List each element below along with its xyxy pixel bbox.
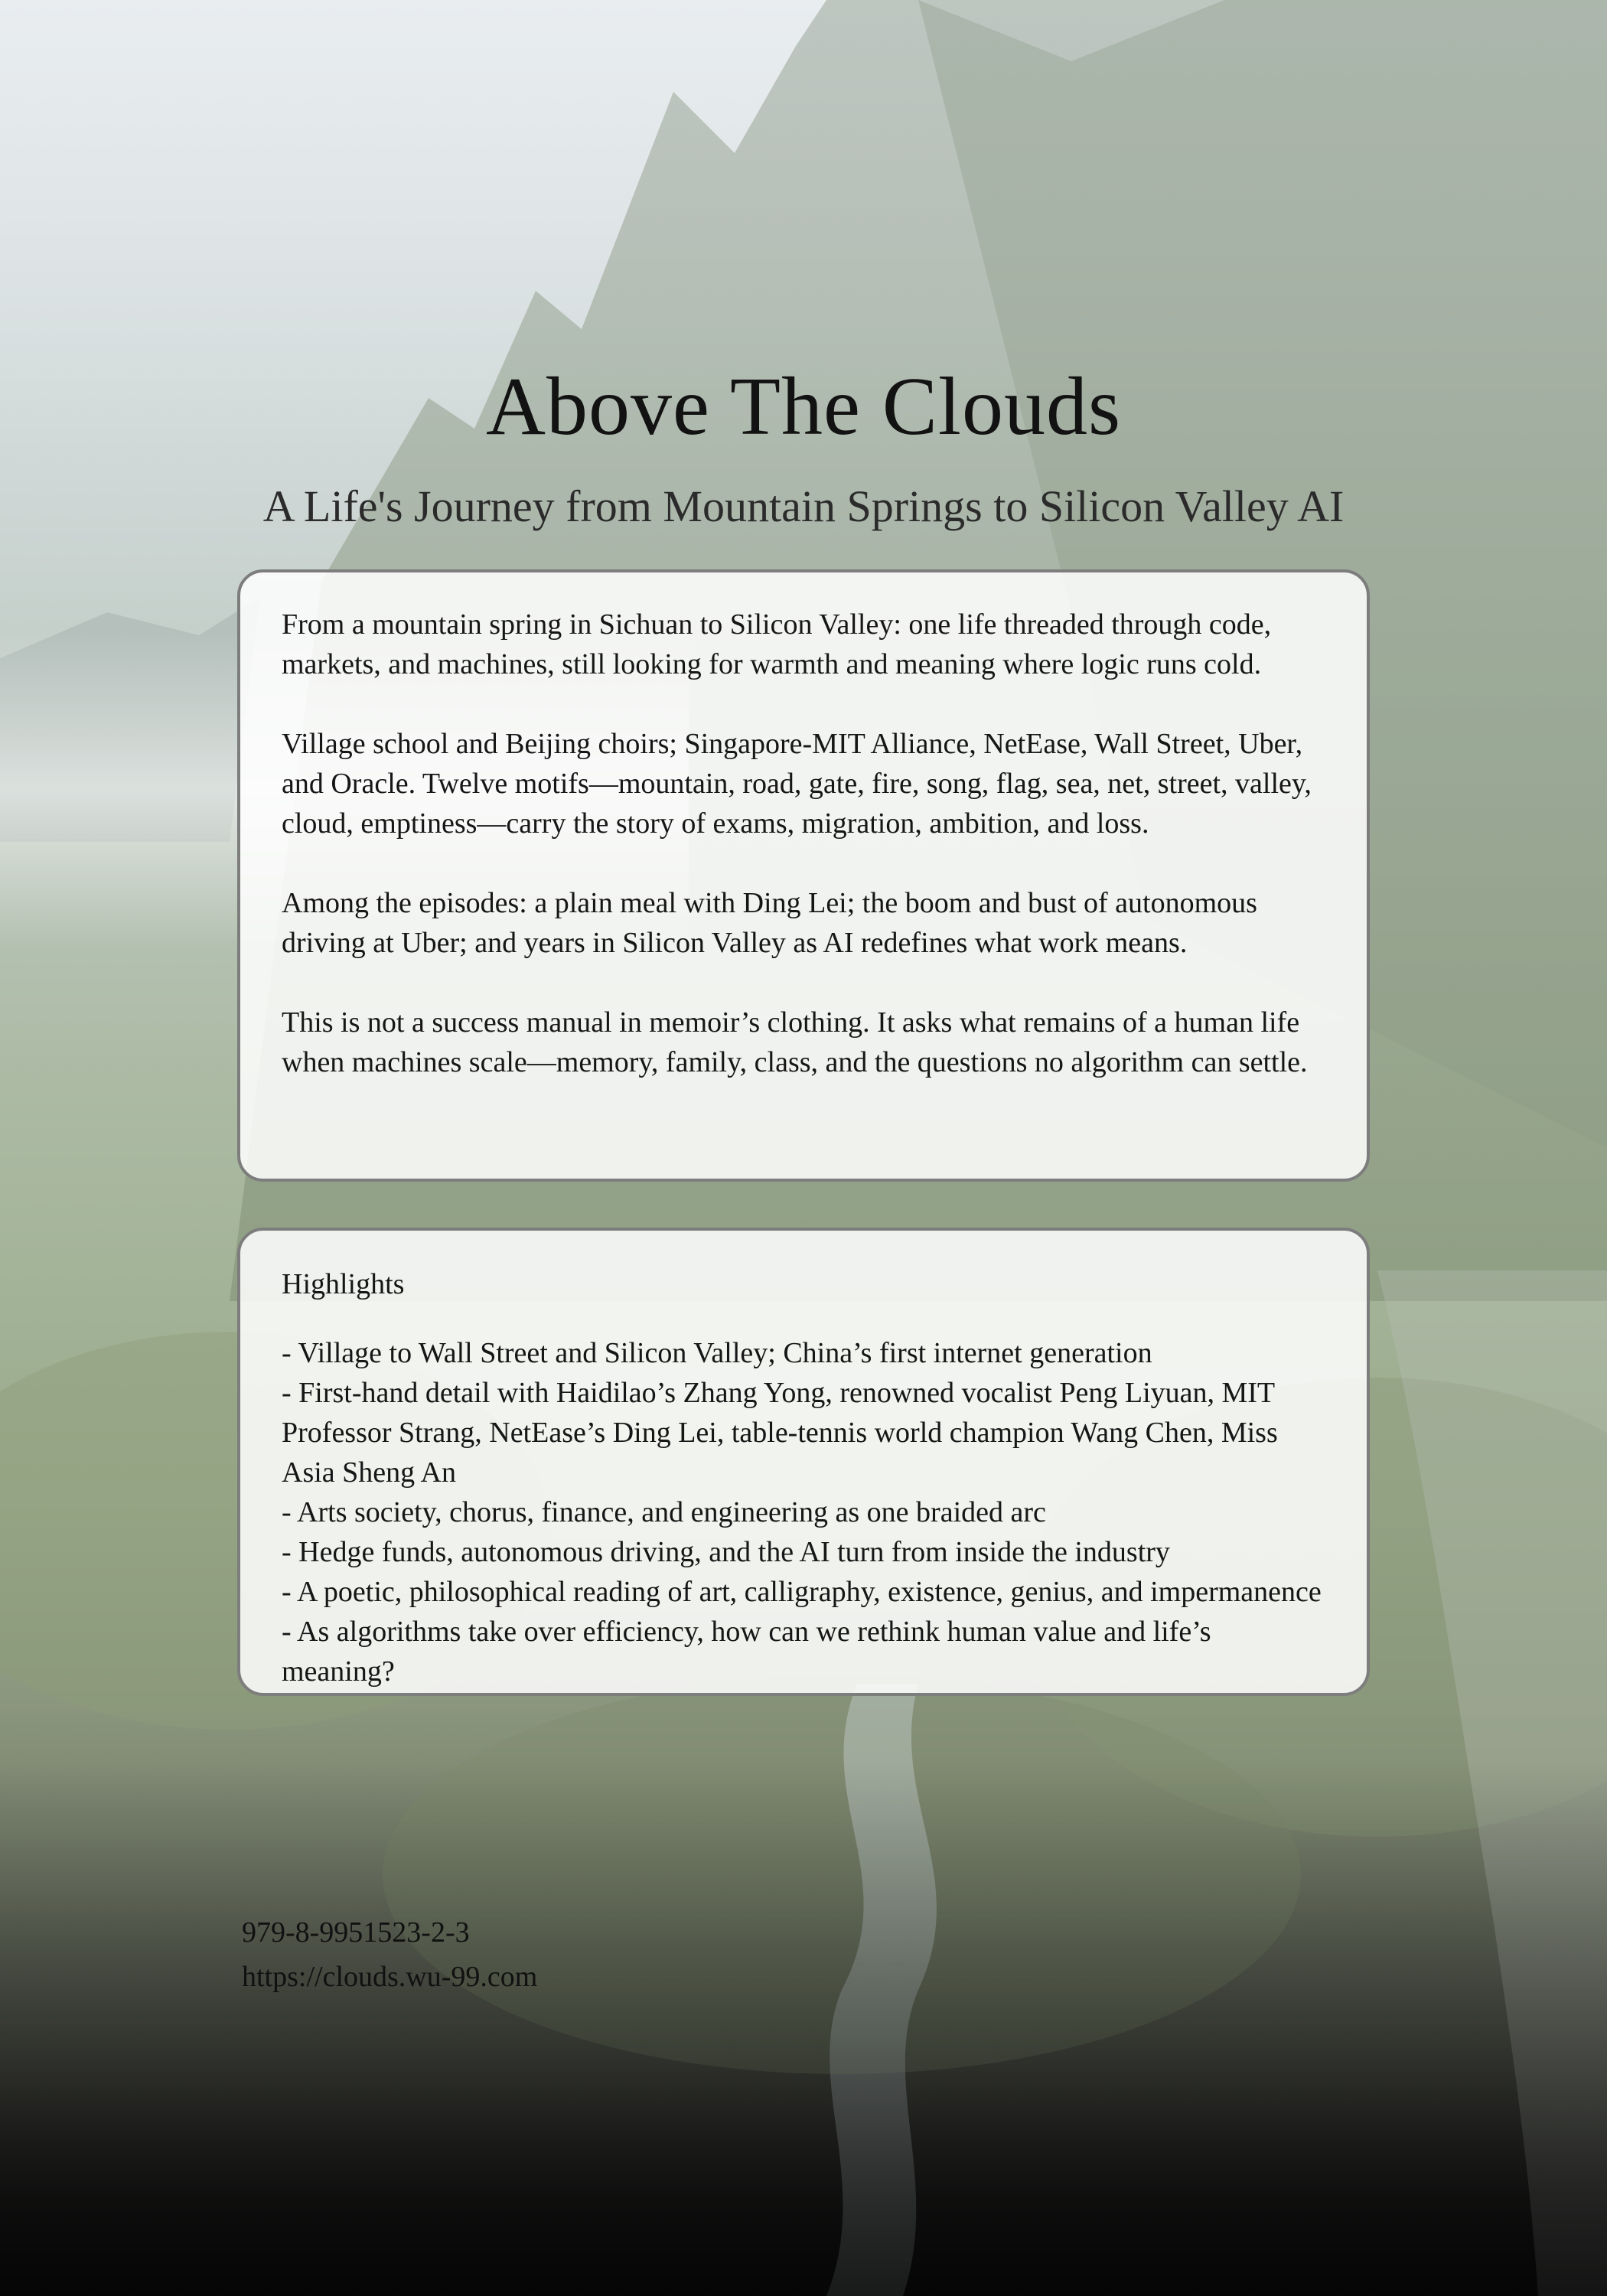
cover-header [0, 360, 1607, 532]
intro-panel [237, 569, 1370, 1182]
highlights-list [282, 1333, 1325, 1691]
intro-paragraph: This is not a success manual in memoir’s clothing. It asks what remains of a human life when machines scale—memory, family, class, and the questions no algorithm can settle. [282, 1006, 1308, 1078]
isbn-number: 979-8-9951523-2-3 [242, 1916, 470, 1949]
highlight-item: - Village to Wall Street and Silicon Valley; China’s first internet generation [282, 1337, 1152, 1369]
intro-paragraph: Village school and Beijing choirs; Singapore-MIT Alliance, NetEase, Wall Street, Uber, and Oracle. Twelve motifs—mountain, road, gate, fire, song, flag, sea, net, street, valley, cloud, emptiness—carry the story of exams, migration, ambition, and loss. [282, 728, 1312, 840]
highlight-item: - Arts society, chorus, finance, and engineering as one braided arc [282, 1496, 1046, 1528]
book-title: Above The Clouds [486, 361, 1121, 452]
website-url: https://clouds.wu-99.com [242, 1961, 538, 1993]
highlights-panel [237, 1228, 1370, 1696]
highlight-item: - Hedge funds, autonomous driving, and the AI turn from inside the industry [282, 1536, 1170, 1568]
cover-footer [242, 1910, 537, 1999]
intro-paragraph: Among the episodes: a plain meal with Ding Lei; the boom and bust of autonomous driving at Uber; and years in Silicon Valley as AI redefines what work means. [282, 887, 1257, 959]
book-subtitle: A Life's Journey from Mountain Springs to Silicon Valley AI [262, 481, 1345, 531]
highlight-item: - A poetic, philosophical reading of art, calligraphy, existence, genius, and impermanence [282, 1576, 1322, 1608]
highlight-item: - As algorithms take over efficiency, how can we rethink human value and life’s meaning? [282, 1616, 1211, 1688]
highlights-heading: Highlights [282, 1268, 405, 1300]
intro-paragraph: From a mountain spring in Sichuan to Silicon Valley: one life threaded through code, markets, and machines, still looking for warmth and meaning where logic runs cold. [282, 608, 1272, 680]
highlight-item: - First-hand detail with Haidilao’s Zhang Yong, renowned vocalist Peng Liyuan, MIT Professor Strang, NetEase’s Ding Lei, table-tennis world champion Wang Chen, Miss Asia Sheng An [282, 1377, 1278, 1489]
